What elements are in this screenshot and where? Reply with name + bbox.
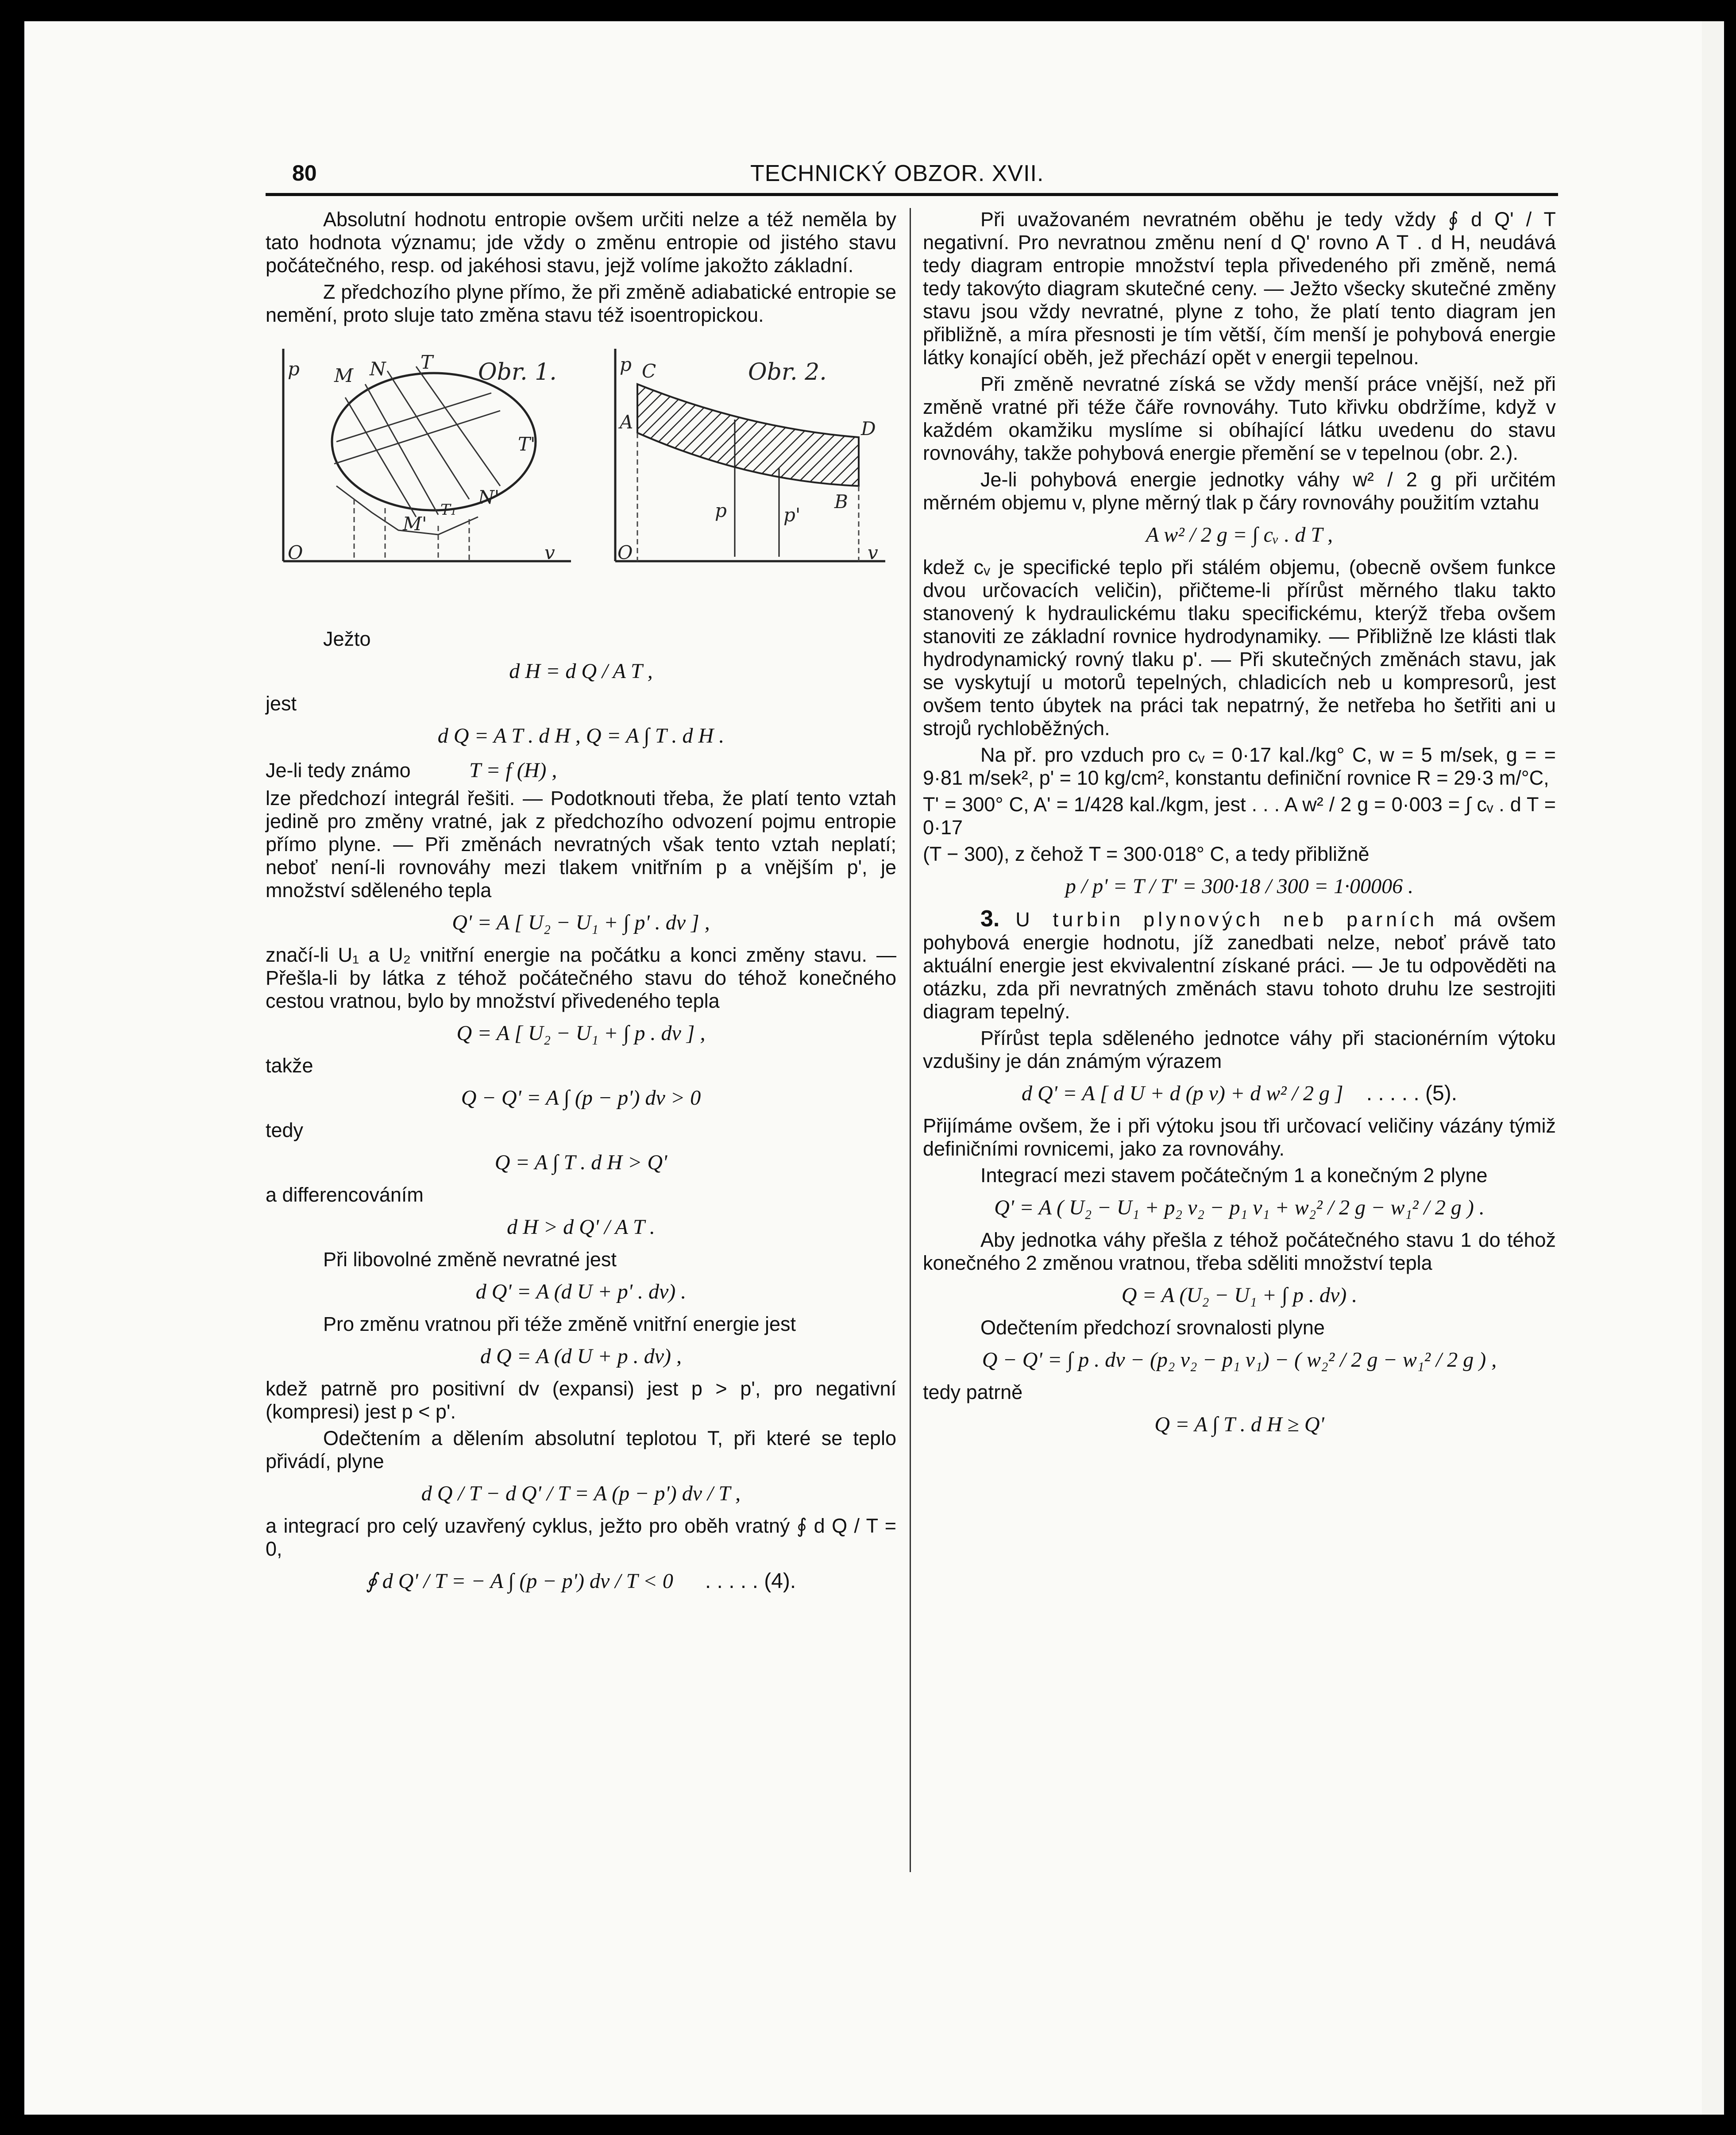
- paragraph: Absolutní hodnotu entropie ovšem určiti nelze a též neměla by tato hodnota významu; jde vždy o změnu entropie od jistého stavu počátečného, resp. od jakéhosi stavu, jejž volíme jakožto základní.: [266, 208, 896, 277]
- left-column: [266, 208, 896, 1602]
- equation: d Q = A T . d H , Q = A ∫ T . d H .: [437, 724, 725, 748]
- paragraph: Z předchozího plyne přímo, že při změně adiabatické entropie se nemění, proto sluje tato změna stavu též isoentropickou.: [266, 281, 896, 326]
- equation: d Q = A (d U + p . dv) ,: [480, 1345, 682, 1368]
- axis-label-v: v: [544, 542, 555, 563]
- equation: Q' = A [ U₂ − U₁ + ∫ p' . dv ] ,: [452, 911, 710, 934]
- paragraph: kdež patrně pro positivní dv (expansi) jest p > p', pro negativní (kompresi) jest p < p'.: [266, 1377, 896, 1423]
- equation: Q = A ∫ T . d H ≥ Q': [1154, 1413, 1324, 1436]
- figure-2: [602, 340, 894, 619]
- equation: d H = d Q / A T ,: [509, 659, 653, 683]
- known-line: [266, 757, 896, 784]
- point-label-B: B: [834, 491, 848, 513]
- paragraph: Odečtením předchozí srovnalosti plyne: [980, 1316, 1325, 1339]
- paragraph: Je-li pohybová energie jednotky váhy w² / 2 g při určitém měrném objemu v, plyne měrný tlak p čáry rovnováhy použitím vztahu: [923, 468, 1556, 514]
- paragraph: Při libovolné změně nevratné jest: [323, 1248, 617, 1271]
- paragraph: Aby jednotka váhy přešla z téhož počátečného stavu 1 do téhož konečného 2 změnou vratnou, třeba sděliti množství tepla: [923, 1229, 1556, 1274]
- point-label-N: N: [370, 358, 386, 380]
- journal-title: TECHNICKÝ OBZOR. XVII.: [750, 161, 1044, 186]
- paragraph: značí-li U₁ a U₂ vnitřní energie na počátku a konci změny stavu. — Přešla-li by látka z téhož počátečného stavu do téhož konečného cestou vratnou, bylo by množství přivedeného tepla: [266, 944, 896, 1012]
- equation: d Q / T − d Q' / T = A (p − p') dv / T ,: [421, 1482, 741, 1505]
- section-paragraph: [923, 907, 1556, 1023]
- equation: Q' = A ( U₂ − U₁ + p₂ v₂ − p₁ v₁ + w₂² / 2 g − w₁² / 2 g ) .: [994, 1196, 1485, 1219]
- point-label-T1: T': [518, 433, 536, 455]
- paragraph: Na př. pro vzduch pro cᵥ = 0·17 kal./kg° C, w = 5 m/sek, g = = 9·81 m/sek², p' = 10 kg/cm², konstantu definiční rovnice R = 29·3 m/°C,: [923, 744, 1556, 789]
- point-label-N1: N': [478, 486, 500, 508]
- paragraph: lze předchozí integrál řešiti. — Podotknouti třeba, že platí tento vztah jedině pro změny vratné, jak z předchozího odvození pojmu entropie přímo plyne. — Při změnách nevratných však tento vztah neplatí; neboť není-li rovnováhy mezi tlakem vnitřním p a vnějším p', je množství sděleného tepla: [266, 787, 896, 902]
- equation-number: . . . . . (4).: [705, 1569, 796, 1593]
- origin-label: O: [288, 542, 303, 563]
- paragraph: Při uvažovaném nevratném oběhu je tedy vždy ∮ d Q' / T negativní. Pro nevratnou změnu není d Q' rovno A T . d H, neudává tedy diagram entropie množství tepla přivedeného při změně, nemá tedy takovýto diagram skutečné ceny. — Ježto všecky skutečné změny stavu jsou vždy nevratné, plyne z toho, že platí tento diagram jen přibližně, a míra přesnosti je tím větší, čím menší je pohybová energie látky konající oběh, jež přechází opět v energii tepelnou.: [923, 208, 1556, 369]
- axis-label-v: v: [868, 542, 878, 563]
- point-label-C: C: [642, 360, 656, 382]
- equation-numbered: [266, 1568, 896, 1595]
- origin-label: O: [617, 542, 633, 563]
- lead-word: Ježto: [323, 628, 371, 650]
- right-column: [923, 208, 1556, 1445]
- equation-numbered: [923, 1080, 1556, 1107]
- figure-1: [270, 340, 580, 619]
- equation: d Q' = A [ d U + d (p v) + d w² / 2 g ]: [1021, 1082, 1343, 1105]
- paragraph: Přírůst tepla sděleného jednotce váhy při stacionérním výtoku vzdušiny je dán známým výrazem: [923, 1027, 1556, 1072]
- equation: Q = A (U₂ − U₁ + ∫ p . dv) .: [1121, 1283, 1358, 1307]
- paragraph: Pro změnu vratnou při téže změně vnitřní energie jest: [323, 1313, 796, 1335]
- equation: p / p' = T / T' = 300·18 / 300 = 1·00006 .: [1065, 875, 1414, 898]
- figure-caption: Obr. 2.: [748, 359, 827, 385]
- point-label-D: D: [861, 418, 876, 439]
- lead-word: jest: [266, 692, 297, 715]
- section-text: má ovšem pohybová energie hodnotu, jíž zanedbati nelze, neboť právě tato aktuální energie jest ekvivalentní získané práci. — Je tu odpověděti na otázku, zda při nevratných změnách stavu tohoto druhu lze sestrojiti diagram tepelný.: [923, 908, 1556, 1023]
- pressure-label-p: p: [715, 500, 727, 521]
- page-header: [266, 158, 1558, 196]
- lead-word: tedy: [266, 1119, 304, 1141]
- point-label-T: T: [420, 351, 433, 373]
- section-spaced-text: U turbin plynových neb parních: [1015, 908, 1438, 931]
- figures: [266, 340, 896, 619]
- pressure-label-p1: p': [783, 504, 801, 526]
- axis-label-p: p: [288, 358, 300, 380]
- paragraph: (T − 300), z čehož T = 300·018° C, a tedy přibližně: [923, 843, 1370, 865]
- paragraph: a integrací pro celý uzavřený cyklus, ježto pro oběh vratný ∮ d Q / T = 0,: [266, 1515, 896, 1560]
- lead-word: a differencováním: [266, 1183, 424, 1206]
- paragraph: Odečtením a dělením absolutní teplotou T, při které se teplo přivádí, plyne: [266, 1427, 896, 1472]
- page-number: 80: [292, 161, 317, 185]
- equation: Q = A [ U₂ − U₁ + ∫ p . dv ] ,: [456, 1021, 706, 1045]
- equation: Q = A ∫ T . d H > Q': [494, 1151, 667, 1174]
- paragraph: Při změně nevratné získá se vždy menší práce vnější, než při změně vratné při téže čáře rovnováhy. Tuto křivku obdržíme, když v každém okamžiku myslíme si obíhající látku uvedenu do stavu rovnováhy, takže pohybová energie přemění se v tepelnou (obr. 2.).: [923, 373, 1556, 464]
- equation-number: . . . . . (5).: [1366, 1082, 1458, 1105]
- figure-caption: Obr. 1.: [478, 359, 557, 385]
- equation: ∮ d Q' / T = − A ∫ (p − p') dv / T < 0: [366, 1569, 673, 1593]
- equation: d Q' = A (d U + p' . dv) .: [475, 1280, 687, 1303]
- paragraph: T' = 300° C, A' = 1/428 kal./kgm, jest . . . A w² / 2 g = 0·003 = ∫ cᵥ . d T = 0·17: [923, 793, 1556, 839]
- isotherm-line: [336, 393, 491, 442]
- hatched-area: [637, 384, 859, 486]
- equation: d H > d Q' / A T .: [507, 1215, 655, 1239]
- equation: A w² / 2 g = ∫ cᵥ . d T ,: [1146, 523, 1333, 547]
- equation: Q − Q' = ∫ p . dv − (p₂ v₂ − p₁ v₁) − ( w₂² / 2 g − w₁² / 2 g ) ,: [982, 1348, 1497, 1372]
- known-equation: T = f (H) ,: [469, 759, 557, 782]
- point-label-M1: M': [403, 513, 427, 535]
- point-label-T2: T₁: [440, 501, 457, 519]
- paragraph: Přijímáme ovšem, že i při výtoku jsou tři určovací veličiny vázány týmiž definičními rovnicemi, jako za rovnováhy.: [923, 1114, 1556, 1160]
- equation: Q − Q' = A ∫ (p − p') dv > 0: [461, 1086, 701, 1110]
- known-label: Je-li tedy známo: [266, 759, 411, 782]
- axis-label-p: p: [620, 354, 632, 375]
- point-label-M: M: [334, 365, 354, 386]
- adiabat-line: [387, 371, 469, 499]
- paragraph: Integrací mezi stavem počátečným 1 a konečným 2 plyne: [980, 1164, 1488, 1187]
- page-edge: [1702, 21, 1724, 2115]
- cycle-ellipse: [332, 373, 536, 510]
- column-separator: [910, 208, 911, 1872]
- lead-word: takže: [266, 1054, 313, 1077]
- paragraph: kdež cᵥ je specifické teplo při stálém objemu, (obecně ovšem funkce dvou určovacích veličin), přičteme-li přírůst měrného tlaku takto stanovený k hydraulickému tlaku specifickému, kterýž třeba ovšem stanoviti ze základní rovnice hydrodynamiky. — Přibližně lze klásti tlak hydrodynamický rovný tlaku p'. — Při skutečných změnách stavu, jak se vyskytují u motorů tepelných, chladicích neb u kompresorů, jest ovšem tento úbytek na práci tak nepatrný, že netřeba ho šetřiti ani u strojů rychloběžných.: [923, 556, 1556, 740]
- point-label-A: A: [620, 411, 633, 433]
- lead-word: tedy patrně: [923, 1381, 1023, 1403]
- section-number: 3.: [980, 906, 1000, 932]
